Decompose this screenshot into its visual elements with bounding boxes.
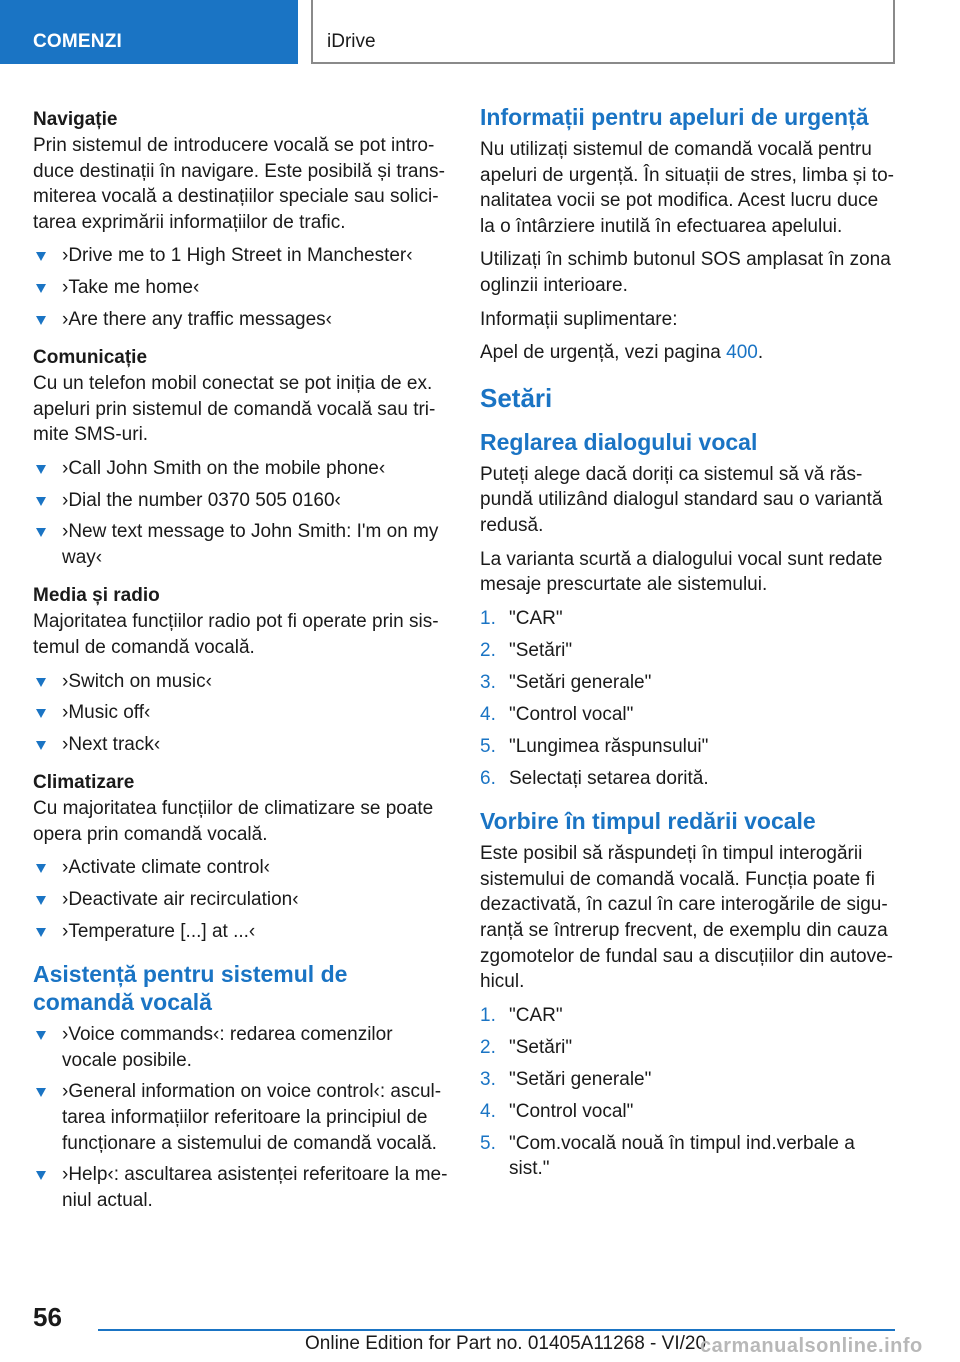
emergency-reference — [480, 340, 896, 366]
section-tab — [0, 0, 298, 64]
watermark: carmanualsonline.info — [700, 1335, 923, 1357]
assist-heading: Asistență pentru sistemul de comandă vocală — [33, 961, 348, 1016]
navigation-heading: Navigație — [33, 109, 118, 130]
list-item — [480, 1035, 896, 1061]
footer-divider — [98, 1329, 895, 1331]
list-item: ›Help‹: ascultarea asistenței referitoare la meniul actual. — [33, 1162, 451, 1213]
step-text: Selectați setarea dorită. — [509, 767, 709, 789]
step-text: "CAR" — [509, 1004, 563, 1026]
step-number: 1. — [480, 607, 496, 629]
navigation-commands — [33, 243, 451, 332]
list-item — [480, 766, 896, 792]
list-item — [480, 734, 896, 760]
communication-text: Cu un telefon mobil conectat se pot iniția de ex. apeluri prin sistemul de comandă vocală sau trimite SMS-uri. — [33, 373, 436, 446]
assist-commands — [33, 1022, 451, 1213]
list-item: ›Music off‹ — [33, 700, 451, 726]
list-item: ›Are there any traffic messages‹ — [33, 307, 451, 333]
dialog-heading: Reglarea dialogului vocal — [480, 428, 758, 455]
footer-edition: Online Edition for Part no. 01405A11268 - VI/20 — [305, 1333, 707, 1354]
navigation-text: Prin sistemul de introducere vocală se pot introduce destinații în navigare. Este posibilă și transmiterea vocală a destinațiilor speciale sau solicitarea exprimării informațiilor de trafic. — [33, 135, 445, 233]
settings-heading: Setări — [480, 382, 553, 413]
list-item: ›Deactivate air recirculation‹ — [33, 887, 451, 913]
page-link[interactable]: 400 — [726, 342, 758, 364]
list-item — [480, 702, 896, 728]
list-item — [480, 1003, 896, 1029]
list-item — [480, 1099, 896, 1125]
step-text: "Setări" — [509, 1036, 573, 1058]
dialog-text-2: La varianta scurtă a dialogului vocal sunt redate mesaje prescurtate ale sistemului. — [480, 548, 883, 596]
list-item: ›Dial the number 0370 505 0160‹ — [33, 488, 451, 514]
step-number: 5. — [480, 1132, 496, 1154]
list-item: ›Activate climate control‹ — [33, 855, 451, 881]
dialog-steps — [480, 606, 896, 792]
list-item: ›Voice commands‹: redarea comenzilor vocale posibile. — [33, 1022, 451, 1073]
list-item: ›New text message to John Smith: I'm on my way‹ — [33, 519, 451, 570]
step-text: "Control vocal" — [509, 1100, 634, 1122]
list-item: ›Switch on music‹ — [33, 669, 451, 695]
list-item — [480, 638, 896, 664]
step-number: 4. — [480, 703, 496, 725]
chapter-title: iDrive — [327, 31, 376, 52]
media-heading: Media și radio — [33, 585, 160, 607]
step-text: "Control vocal" — [509, 703, 634, 725]
chapter-tab — [311, 0, 895, 64]
step-number: 2. — [480, 639, 496, 661]
climate-commands — [33, 855, 451, 944]
list-item — [480, 670, 896, 696]
list-item — [480, 1131, 896, 1182]
barge-in-steps — [480, 1003, 896, 1182]
list-item — [480, 1067, 896, 1093]
step-number: 1. — [480, 1004, 496, 1026]
communication-heading: Comunicație — [33, 347, 148, 369]
left-column — [33, 103, 451, 1226]
reference-prefix: Apel de urgență, vezi pagina — [480, 342, 727, 364]
barge-in-text: Este posibil să răspundeți în timpul interogării sistemului de comandă vocală. Funcția poate fi dezactivată, în cazul în care interogările de siguranță se întrerup frecvent, de exemplu din cauza zgomotelor de fundal sau a discuțiilor din autovehicul. — [480, 843, 893, 993]
step-number: 6. — [480, 767, 496, 789]
communication-commands — [33, 456, 451, 570]
step-number: 3. — [480, 671, 496, 693]
step-number: 5. — [480, 735, 496, 757]
list-item: ›Call John Smith on the mobile phone‹ — [33, 456, 451, 482]
step-text: "Lungimea răspunsului" — [509, 735, 709, 757]
step-text: "Setări generale" — [509, 1068, 652, 1090]
emergency-heading: Informații pentru apeluri de urgență — [480, 104, 869, 130]
climate-heading: Climatizare — [33, 772, 135, 794]
list-item: ›Next track‹ — [33, 732, 451, 758]
media-text: Majoritatea funcțiilor radio pot fi operate prin sistemul de comandă vocală. — [33, 611, 439, 658]
section-title: COMENZI — [33, 31, 123, 52]
step-text: "CAR" — [509, 607, 563, 629]
barge-in-heading: Vorbire în timpul redării vocale — [480, 808, 816, 835]
step-number: 4. — [480, 1100, 496, 1122]
step-number: 3. — [480, 1068, 496, 1090]
step-text: "Setări generale" — [509, 671, 652, 693]
emergency-text-3: Informații suplimentare: — [480, 308, 678, 330]
list-item: ›Temperature [...] at ...‹ — [33, 919, 451, 945]
media-commands — [33, 669, 451, 758]
emergency-text-2: Utilizați în schimb butonul SOS amplasat în zona oglinzii interioare. — [480, 249, 891, 296]
reference-suffix: . — [757, 342, 764, 364]
list-item: ›Drive me to 1 High Street in Manchester‹ — [33, 243, 451, 269]
list-item — [480, 606, 896, 632]
step-text: "Setări" — [509, 639, 573, 661]
emergency-text-1: Nu utilizați sistemul de comandă vocală pentru apeluri de urgență. În situații de stres, limba și tonalitatea vocii se pot modifica. Acest lucru duce la o întârziere inutilă în efectuarea apelului. — [480, 139, 894, 237]
step-number: 2. — [480, 1036, 496, 1058]
list-item: ›Take me home‹ — [33, 275, 451, 301]
climate-text: Cu majoritatea funcțiilor de climatizare se poate opera prin comandă vocală. — [33, 798, 434, 845]
step-text: "Com.vocală nouă în timpul ind.verbale a sist." — [509, 1132, 855, 1180]
page-number: 56 — [33, 1302, 62, 1332]
right-column — [480, 103, 896, 1196]
dialog-text-1: Puteți alege dacă doriți ca sistemul să vă răspundă utilizând dialogul standard sau o variantă redusă. — [480, 463, 883, 536]
list-item: ›General information on voice control‹: ascultarea informațiilor referitoare la principiul de funcționare a sistemului de comandă vocală. — [33, 1079, 451, 1156]
